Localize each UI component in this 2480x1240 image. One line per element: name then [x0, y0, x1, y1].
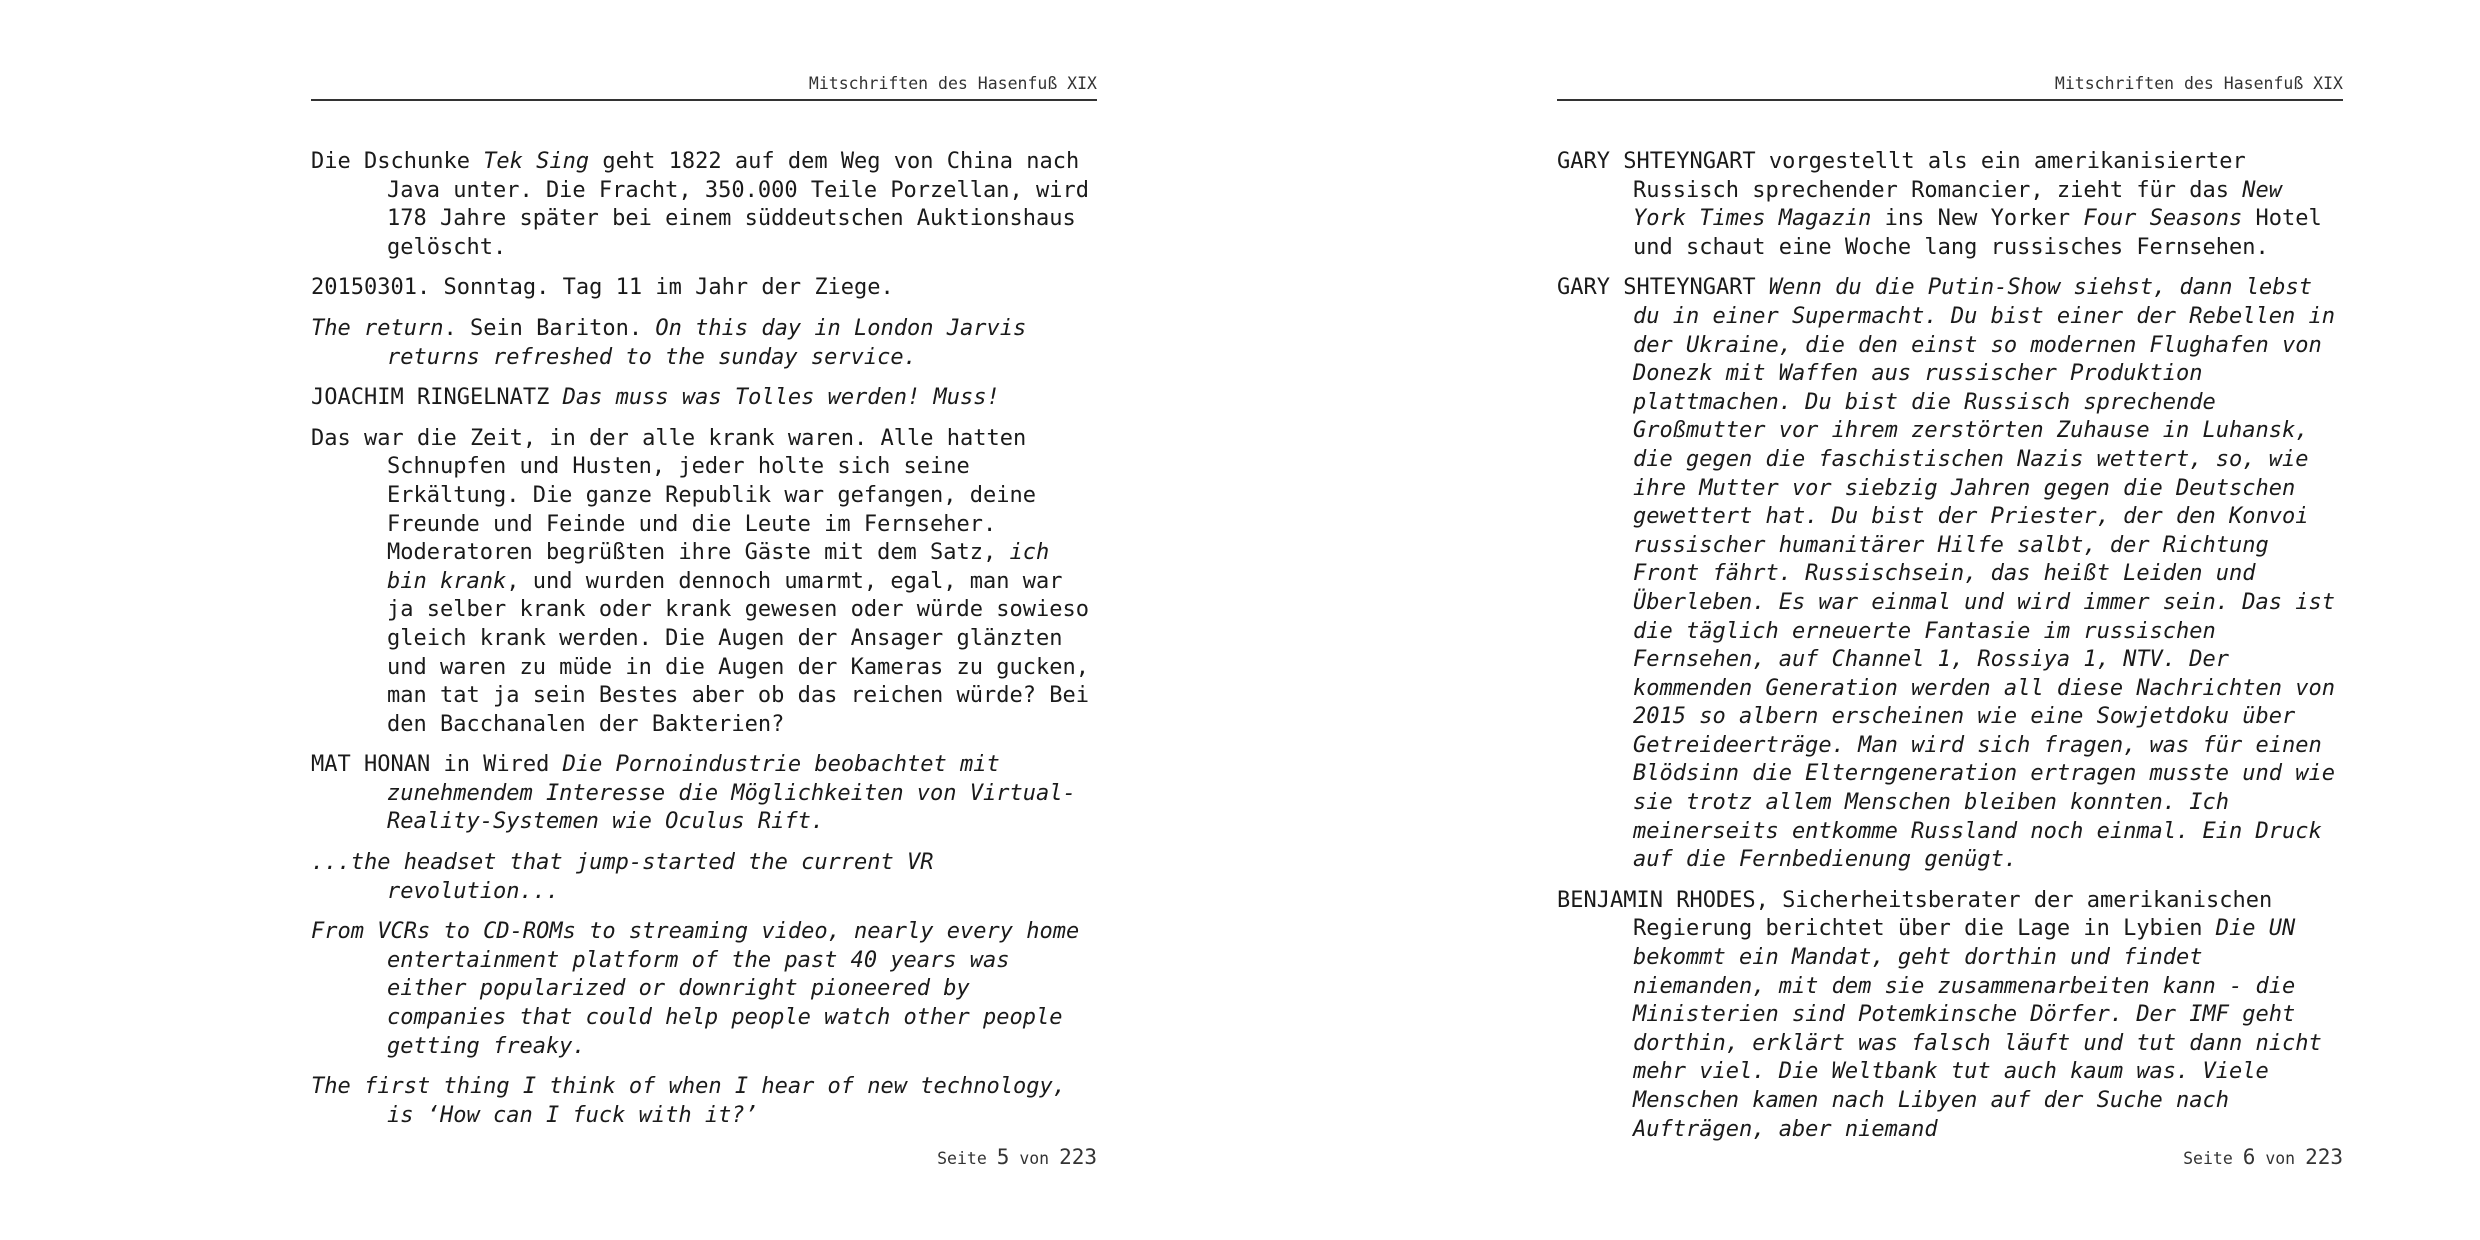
italic-text: Wenn du die Putin-Show siehst, dann lebst du in einer Supermacht. Du bist einer der Rebellen in der Ukraine, die den einst so modernen Flughafen von Donezk mit Waffen aus russischer Produktion plattmachen. Du bist die Russisch sprechende Großmutter vor ihrem zerstörten Zuhause in Luhansk, die gegen die faschistischen Nazis wettert, so, wie ihre Mutter vor siebzig Jahren gegen die Deutschen gewettert hat. Du bist der Priester, der den Konvoi russischer humanitärer Hilfe salbt, der Richtung Front fährt. Russischsein, das heißt Leiden und Überleben. Es war einmal und wird immer sein. Das ist die täglich erneuerte Fantasie im russischen Fernsehen, auf Channel 1, Rossiya 1, NTV. Der kommenden Generation werden all diese Nachrichten von 2015 so albern erscheinen wie eine Sowjetdoku über Getreideerträge. Man wird sich fragen, was für einen Blödsinn die Elterngeneration ertragen musste und wie sie trotz allem Menschen bleiben konnten. Ich meinerseits entkomme Russland noch einmal. Ein Druck auf die Fernbedienung genügt. [1633, 275, 2335, 873]
footer-label: Seite [2183, 1149, 2233, 1168]
paragraph [311, 849, 1097, 906]
italic-text: Four Seasons [2083, 206, 2243, 232]
page-number: 5 [996, 1145, 1010, 1169]
paragraph [311, 315, 1097, 372]
text-run: Die Dschunke [311, 149, 484, 174]
page-number: 6 [2242, 1145, 2256, 1169]
page-footer [2183, 1145, 2343, 1169]
running-header: Mitschriften des Hasenfuß XIX [1557, 74, 2343, 101]
running-header: Mitschriften des Hasenfuß XIX [311, 74, 1097, 101]
paragraph [311, 425, 1097, 740]
paragraph [311, 1073, 1097, 1130]
text-run: MAT HONAN in Wired [311, 752, 563, 778]
footer-of: von [1019, 1149, 1050, 1168]
page-footer [937, 1145, 1097, 1169]
italic-text: The return [311, 315, 444, 341]
italic-text: New York Times Magazin [1633, 177, 2283, 232]
text-run: BENJAMIN RHODES, Sicherheitsberater der amerikanischen Regierung berichtet über die Lage in Lybien [1557, 887, 2273, 942]
paragraph [311, 274, 1097, 303]
text-run: , und wurden dennoch umarmt, egal, man war ja selber krank oder krank gewesen oder würde sowieso gleich krank werden. Die Augen der Ansager glänzten und waren zu müde in die Augen der Kameras zu gucken, man tat ja sein Bestes aber ob das reichen würde? Bei den Bacchanalen der Bakterien? [387, 568, 1089, 737]
text-run: 20150301. Sonntag. Tag 11 im Jahr der Ziege. [311, 275, 894, 301]
paragraph [311, 751, 1097, 837]
text-run: ins New Yorker [1871, 206, 2084, 232]
paragraph [1557, 887, 2343, 1144]
page-total: 223 [2305, 1145, 2343, 1169]
italic-text: Die UN bekommt ein Mandat, geht dorthin und findet niemanden, mit dem sie zusammenarbeiten kann - die Ministerien sind Potemkinsche Dörfer. Der IMF geht dorthin, erklärt was falsch läuft und tut dann nicht mehr viel. Die Weltbank tut auch kaum was. Viele Menschen kamen nach Libyen auf der Suche nach Aufträgen, aber niemand [1633, 916, 2322, 1142]
italic-text: The first thing I think of when I hear of new technology, is ‘How can I fuck with it?’ [311, 1074, 1066, 1128]
text-run: JOACHIM RINGELNATZ [311, 385, 563, 411]
italic-text: From VCRs to CD-ROMs to streaming video, nearly every home entertainment platform of the past 40 years was either popularized or downright pioneered by companies that could help people watch other people getting freaky. [311, 919, 1080, 1059]
text-run: GARY SHTEYNGART vorgestellt als ein amerikanisierter Russisch sprechender Romancier, zieht für das [1557, 149, 2246, 203]
page-body [1557, 148, 2343, 1156]
text-run: Hotel und schaut eine Woche lang russisches Fernsehen. [1633, 206, 2322, 260]
left-page [311, 0, 1097, 1240]
text-run: GARY SHTEYNGART [1557, 275, 1769, 301]
paragraph [1557, 148, 2343, 262]
paragraph [311, 384, 1097, 413]
text-run: geht 1822 auf dem Weg von China nach Java unter. Die Fracht, 350.000 Teile Porzellan, wird 178 Jahre später bei einem süddeutschen Auktionshaus gelöscht. [387, 149, 1089, 260]
paragraph [1557, 274, 2343, 874]
text-run: Das war die Zeit, in der alle krank waren. Alle hatten Schnupfen und Husten, jeder holte sich seine Erkältung. Die ganze Republik war gefangen, deine Freunde und Feinde und die Leute im Fernseher. Moderatoren begrüßten ihre Gäste mit dem Satz, [311, 425, 1037, 566]
text-run: . Sein Bariton. [443, 315, 656, 341]
paragraph [311, 918, 1097, 1061]
italic-text: ich bin krank [387, 540, 1050, 594]
footer-label: Seite [937, 1149, 987, 1168]
footer-of: von [2265, 1149, 2296, 1168]
italic-text: On this day in London Jarvis returns refreshed to the sunday service. [387, 315, 1027, 370]
italic-text: Die Pornoindustrie beobachtet mit zunehmendem Interesse die Möglichkeiten von Virtual-Reality-Systemen wie Oculus Rift. [387, 752, 1076, 835]
page-total: 223 [1059, 1145, 1097, 1169]
italic-text: ...the headset that jump-started the current VR revolution... [311, 850, 934, 904]
italic-text: Tek Sing [483, 149, 590, 174]
right-page [1557, 0, 2343, 1240]
italic-text: Das muss was Tolles werden! Muss! [562, 385, 1000, 411]
paragraph [311, 148, 1097, 262]
page-body [311, 148, 1097, 1142]
